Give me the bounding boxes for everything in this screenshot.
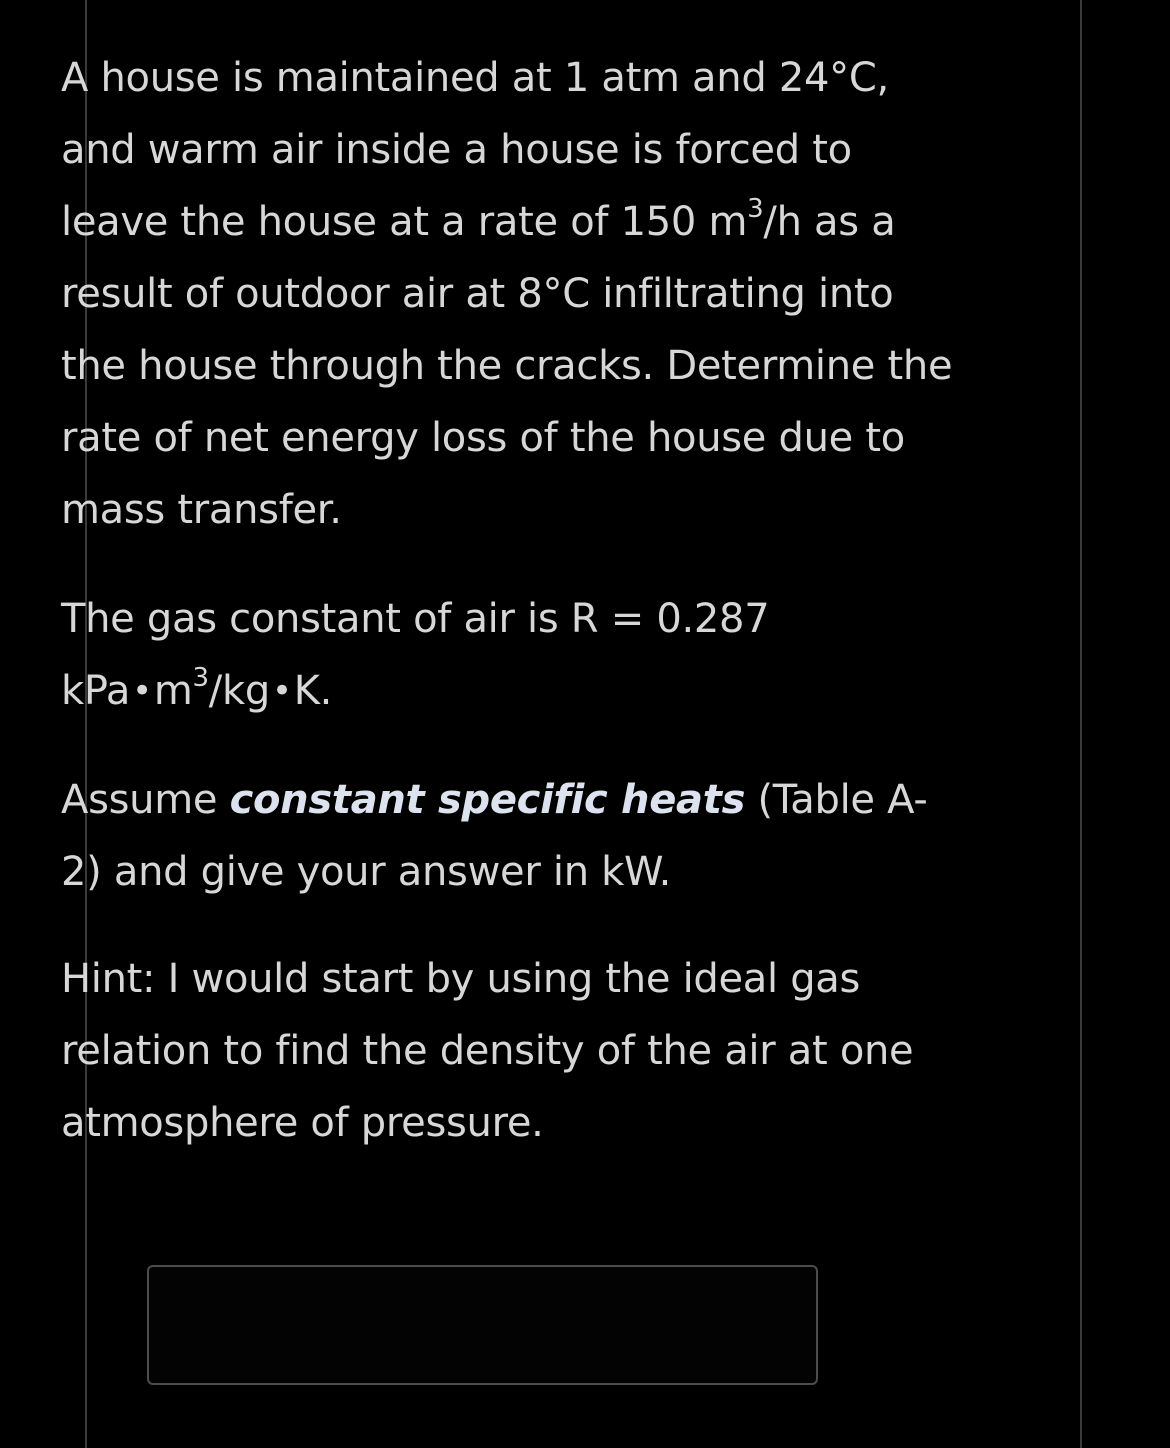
assumption-text-after: (Table A-2) and give your answer in kW.	[61, 777, 928, 895]
superscript-three: 3	[192, 663, 209, 693]
answer-input[interactable]	[147, 1265, 818, 1385]
hint-note	[61, 943, 961, 1159]
assumption-text-before: Assume	[61, 777, 230, 823]
unit-kg: /kg	[208, 668, 270, 714]
unit-meter: m	[153, 668, 193, 714]
gas-constant-note	[61, 583, 961, 727]
assumption-emphasis: constant specific heats	[229, 777, 746, 823]
question-statement	[61, 42, 961, 546]
unit-kelvin: K.	[293, 668, 333, 714]
superscript-three: 3	[747, 194, 764, 224]
statement-text-part2: /h as a result of outdoor air at 8°C infiltrating into the house through the cracks. Determine the rate of net energy loss of the house due to mass transfer.	[61, 199, 953, 533]
bullet-dot-icon: •	[271, 671, 292, 711]
assumption-note	[61, 764, 961, 908]
hint-text: Hint: I would start by using the ideal gas relation to find the density of the air at one atmosphere of pressure.	[61, 956, 914, 1146]
gas-constant-text: The gas constant of air is R = 0.287 kPa	[61, 596, 770, 714]
bullet-dot-icon: •	[132, 671, 152, 711]
statement-text-part1: A house is maintained at 1 atm and 24°C, and warm air inside a house is forced to leave the house at a rate of 150 m	[61, 55, 889, 245]
